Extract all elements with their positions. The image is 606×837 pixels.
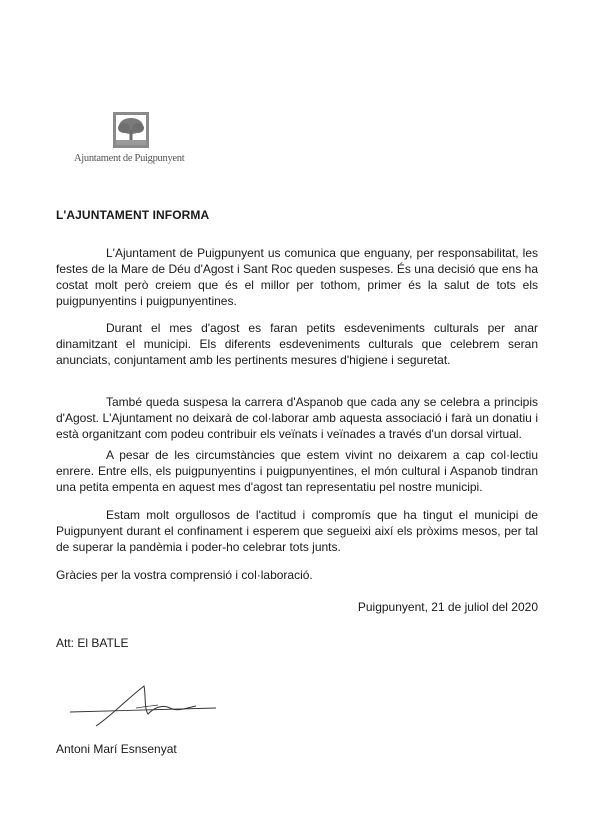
signer-name: Antoni Marí Esnsenyat: [56, 742, 177, 756]
dateline: Puigpunyent, 21 de juliol del 2020: [357, 600, 538, 614]
paragraph: L'Ajuntament de Puigpunyent us comunica que enguany, per responsabilitat, les festes de la Mare de Déu d'Agost i Sant Roc queden suspeses. És una decisió que ens ha costat molt però creiem que és el millor per tothom, primer és la salut de tots els puigpunyentins i puigpunyentines.: [56, 246, 538, 308]
closing-paragraph: Gràcies per la vostra comprensió i col·laboració.: [56, 568, 313, 582]
paragraph: També queda suspesa la carrera d'Aspanob que cada any se celebra a principis d'Agost. L'Ajuntament no deixarà de col·laborar amb aquesta associació i farà un donatiu i està organitzant com podeu contribuir els veïnats i veïnades a través d'un dorsal virtual.: [56, 395, 538, 441]
municipal-logo: [74, 110, 194, 172]
paragraph: Durant el mes d'agost es faran petits esdeveniments culturals per anar dinamitzant el municipi. Els diferents esdeveniments culturals que celebrem seran anunciats, conjuntament amb les pertinents mesures d'higiene i seguretat.: [56, 321, 538, 367]
letter-heading: L'AJUNTAMENT INFORMA: [56, 208, 210, 222]
paragraph: Estam molt orgullosos de l'actitud i compromís que ha tingut el municipi de Puigpunyent durant el confinament i esperem que segueixi així els pròxims mesos, per tal de superar la pandèmia i poder-ho celebrar tots junts.: [56, 508, 538, 554]
tree-emblem-icon: [111, 110, 151, 150]
handwritten-signature: [66, 678, 226, 733]
attention-line: Att: El BATLE: [56, 636, 129, 650]
paragraph: A pesar de les circumstàncies que estem vivint no deixarem a cap col·lectiu enrere. Entre ells, els puigpunyentins i puigpunyentines, el món cultural i Aspanob tindran una petita empenta en aquest mes d'agost tan representatiu pel nostre municipi.: [56, 448, 538, 494]
logo-text: Ajuntament de Puigpunyent: [74, 153, 185, 164]
